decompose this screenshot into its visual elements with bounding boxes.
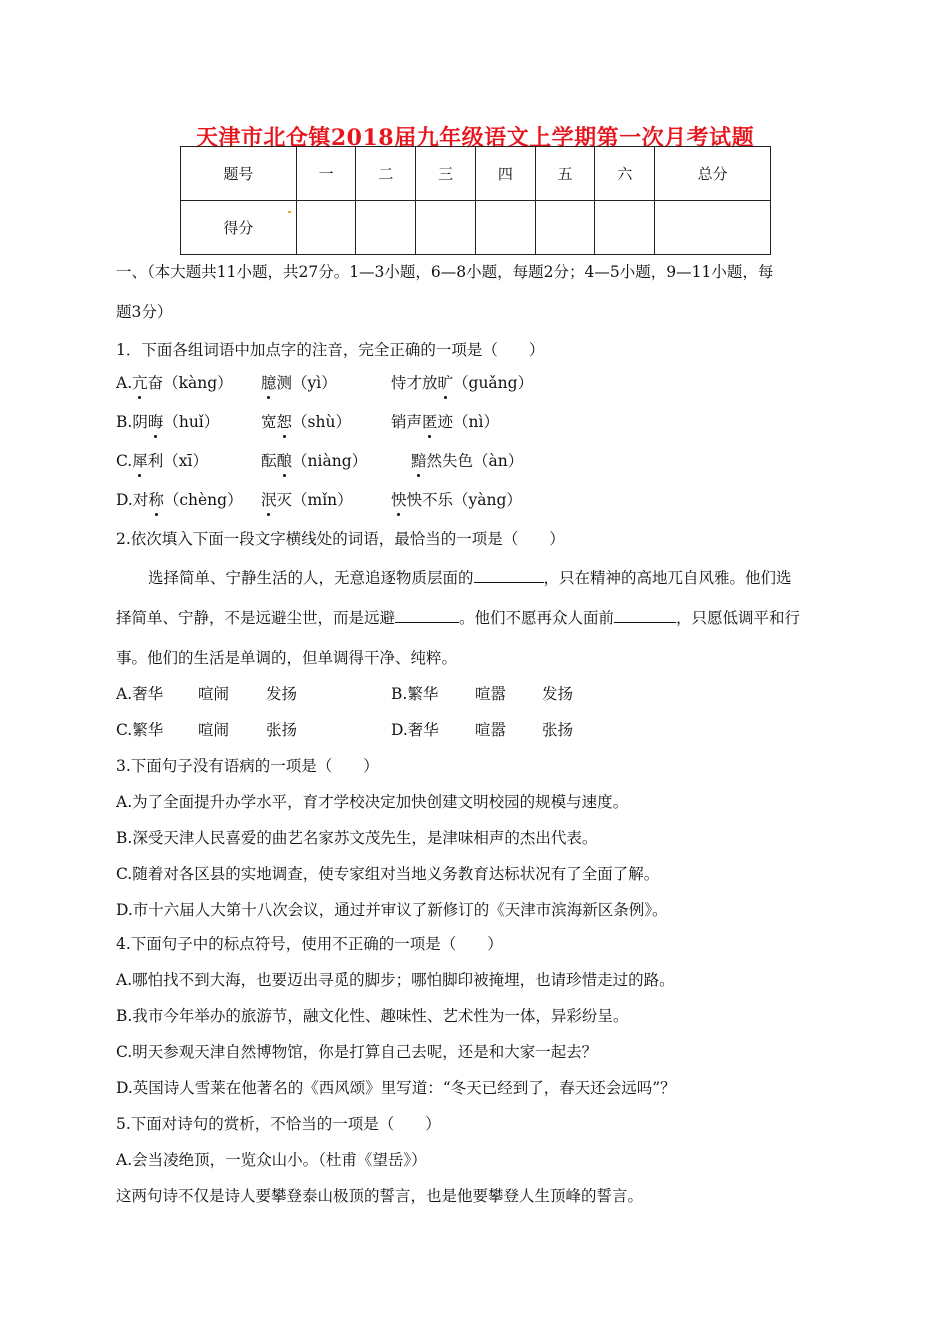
- q1-c-word2-rest: （niàng）: [292, 452, 368, 470]
- q1-a-word1: [116, 373, 261, 393]
- score-header-cell: 一: [296, 147, 356, 201]
- q2-text: ，只在精神的高地兀自风雅。他们选: [543, 569, 792, 587]
- score-cell: [356, 201, 416, 255]
- q1-c-dotted-char: 酿: [276, 452, 293, 470]
- q2-text: 择简单、宁静，不是远避尘世，而是远避: [116, 609, 396, 627]
- q1-option-b: [116, 412, 499, 432]
- q1-a-word3: [391, 373, 533, 393]
- q1-d-prefix: D.对: [116, 491, 149, 509]
- fill-blank: [395, 608, 459, 623]
- score-cell: [475, 201, 535, 255]
- fill-blank: [474, 568, 544, 583]
- q1-c-word3-rest: 然失色（àn）: [426, 452, 524, 470]
- q1-option-d: [116, 490, 522, 510]
- q1-b-word3-start: 销声: [391, 413, 423, 431]
- q2-stem: 2.依次填入下面一段文字横线处的词语，最恰当的一项是（ ）: [116, 530, 565, 548]
- score-cell: [296, 201, 356, 255]
- score-table-header-row: [181, 147, 771, 201]
- q1-c-word1: [116, 451, 261, 471]
- q1-stem: 1．下面各组词语中加点字的注音，完全正确的一项是（ ）: [116, 341, 545, 359]
- q2-text: ，只愿低调平和行: [676, 609, 801, 627]
- q1-option-a: [116, 373, 533, 393]
- q1-b-dotted-char: 恕: [276, 413, 293, 431]
- score-header-cell: 四: [475, 147, 535, 201]
- q1-b-word3-rest: 迹（nì）: [437, 413, 499, 431]
- q1-d-word2: [261, 490, 391, 510]
- score-header-cell: 六: [595, 147, 655, 201]
- q2-options-row1: [116, 684, 573, 704]
- score-header-cell: 题号: [181, 147, 297, 201]
- q1-d-dotted-char: 泯: [261, 491, 277, 509]
- q2-option-a: A.奢华: [116, 685, 164, 703]
- score-header-cell: 三: [416, 147, 476, 201]
- q2-option-b-word: 喧嚣: [475, 685, 507, 703]
- q1-b-word1: [116, 412, 261, 432]
- section-intro-line1: 一、（本大题共11小题，共27分。1—3小题，6—8小题，每题2分；4—5小题，9—11小题，每: [116, 263, 774, 281]
- q1-d-word1: [116, 490, 261, 510]
- q1-a-dotted-char: 臆: [261, 374, 277, 392]
- q3-option-d: D.市十六届人大第十八次会议，通过并审议了新修订的《天津市滨海新区条例》。: [116, 901, 668, 919]
- q2-option-a-word: 喧闹: [198, 685, 230, 703]
- q1-b-word3: [391, 412, 499, 432]
- q5-option-a-note: 这两句诗不仅是诗人要攀登泰山极顶的誓言，也是他要攀登人生顶峰的誓言。: [116, 1187, 644, 1205]
- score-cell: [595, 201, 655, 255]
- q3-option-a: A.为了全面提升办学水平，育才学校决定加快创建文明校园的规模与速度。: [116, 793, 629, 811]
- q4-option-c: C.明天参观天津自然博物馆，你是打算自己去呢，还是和大家一起去？: [116, 1043, 598, 1061]
- q1-c-dotted-char: 黯: [411, 452, 427, 470]
- q1-d-word1-rest: （chèng）: [163, 491, 243, 509]
- q2-options-row2: [116, 720, 573, 740]
- q1-b-word2: [261, 412, 391, 432]
- q1-c-word2: [261, 451, 411, 471]
- q5-stem: 5.下面对诗句的赏析，不恰当的一项是（ ）: [116, 1115, 441, 1133]
- q1-c-word1-rest: 利（xī）: [147, 452, 208, 470]
- q2-option-c-word: 喧闹: [198, 721, 230, 739]
- q1-option-c: [116, 451, 523, 471]
- q2-passage-line3: 事。他们的生活是单调的，但单调得干净、纯粹。: [116, 649, 458, 667]
- score-cell: [655, 201, 771, 255]
- fill-blank: [614, 608, 676, 623]
- q3-option-c: C.随着对各区县的实地调查，使专家组对当地义务教育达标状况有了全面了解。: [116, 865, 660, 883]
- q1-b-word2-rest: （shù）: [292, 413, 351, 431]
- q1-d-word3: [391, 490, 522, 510]
- q1-a-word1-rest: 奋（kàng）: [147, 374, 233, 392]
- q2-option-c: C.繁华: [116, 721, 164, 739]
- q1-b-prefix: B.阴: [116, 413, 148, 431]
- q1-c-dotted-char: 犀: [132, 452, 148, 470]
- q2-text: 。他们不愿再众人面前: [459, 609, 615, 627]
- q2-option-a-word: 发扬: [266, 685, 298, 703]
- q1-d-dotted-char: 怏: [391, 491, 407, 509]
- q1-c-prefix: C.: [116, 452, 133, 470]
- q4-option-b: B.我市今年举办的旅游节，融文化性、趣味性、艺术性为一体，异彩纷呈。: [116, 1007, 629, 1025]
- score-table: [180, 146, 771, 255]
- q1-a-dotted-char: 亢: [132, 374, 148, 392]
- q4-option-d: D.英国诗人雪莱在他著名的《西风颂》里写道：“冬天已经到了，春天还会远吗”？: [116, 1079, 676, 1097]
- score-cell: [535, 201, 595, 255]
- q5-option-a: A.会当凌绝顶，一览众山小。（杜甫《望岳》）: [116, 1151, 427, 1169]
- q1-d-dotted-char: 称: [148, 491, 164, 509]
- q4-option-a: A.哪怕找不到大海，也要迈出寻觅的脚步；哪怕脚印被掩埋，也请珍惜走过的路。: [116, 971, 675, 989]
- score-header-cell: 五: [535, 147, 595, 201]
- q2-option-d-word: 张扬: [542, 721, 574, 739]
- q2-passage-line1: [148, 568, 792, 588]
- q1-c-word2-start: 酝: [261, 452, 277, 470]
- q1-b-dotted-char: 晦: [147, 413, 164, 431]
- q2-text: 选择简单、宁静生活的人，无意追逐物质层面的: [148, 569, 474, 587]
- q1-a-word3-start: 恃才放: [391, 374, 438, 392]
- score-cell: [416, 201, 476, 255]
- page-title: 天津市北仓镇2018届九年级语文上学期第一次月考试题: [195, 125, 755, 151]
- score-table-score-row: [181, 201, 771, 255]
- q2-option-b: B.繁华: [391, 685, 439, 703]
- q1-a-word3-rest: （guǎng）: [453, 374, 534, 392]
- section-intro-line2: 题3分）: [116, 303, 173, 321]
- q2-option-c-word: 张扬: [266, 721, 298, 739]
- stray-mark: [288, 211, 291, 213]
- q1-a-word2-rest: 测（yì）: [276, 374, 337, 392]
- q1-b-word1-rest: （huǐ）: [163, 413, 220, 431]
- q1-a-prefix: A.: [116, 374, 133, 392]
- q1-a-dotted-char: 旷: [437, 374, 454, 392]
- q1-b-word2-start: 宽: [261, 413, 277, 431]
- q4-stem: 4.下面句子中的标点符号，使用不正确的一项是（ ）: [116, 935, 503, 953]
- q1-d-word2-rest: 灭（mǐn）: [276, 491, 353, 509]
- q1-b-dotted-char: 匿: [422, 413, 438, 431]
- q2-passage-line2: [116, 608, 800, 628]
- q2-option-d-word: 喧嚣: [475, 721, 507, 739]
- q2-option-d: D.奢华: [391, 721, 439, 739]
- q1-d-word3-rest: 怏不乐（yàng）: [406, 491, 522, 509]
- q2-option-b-word: 发扬: [542, 685, 574, 703]
- score-header-cell: 总分: [655, 147, 771, 201]
- score-header-cell: 二: [356, 147, 416, 201]
- score-row-label: 得分: [181, 201, 297, 255]
- q1-a-word2: [261, 373, 391, 393]
- q3-option-b: B.深受天津人民喜爱的曲艺名家苏文茂先生，是津味相声的杰出代表。: [116, 829, 598, 847]
- q1-c-word3: [411, 451, 523, 471]
- q3-stem: 3.下面句子没有语病的一项是（ ）: [116, 757, 379, 775]
